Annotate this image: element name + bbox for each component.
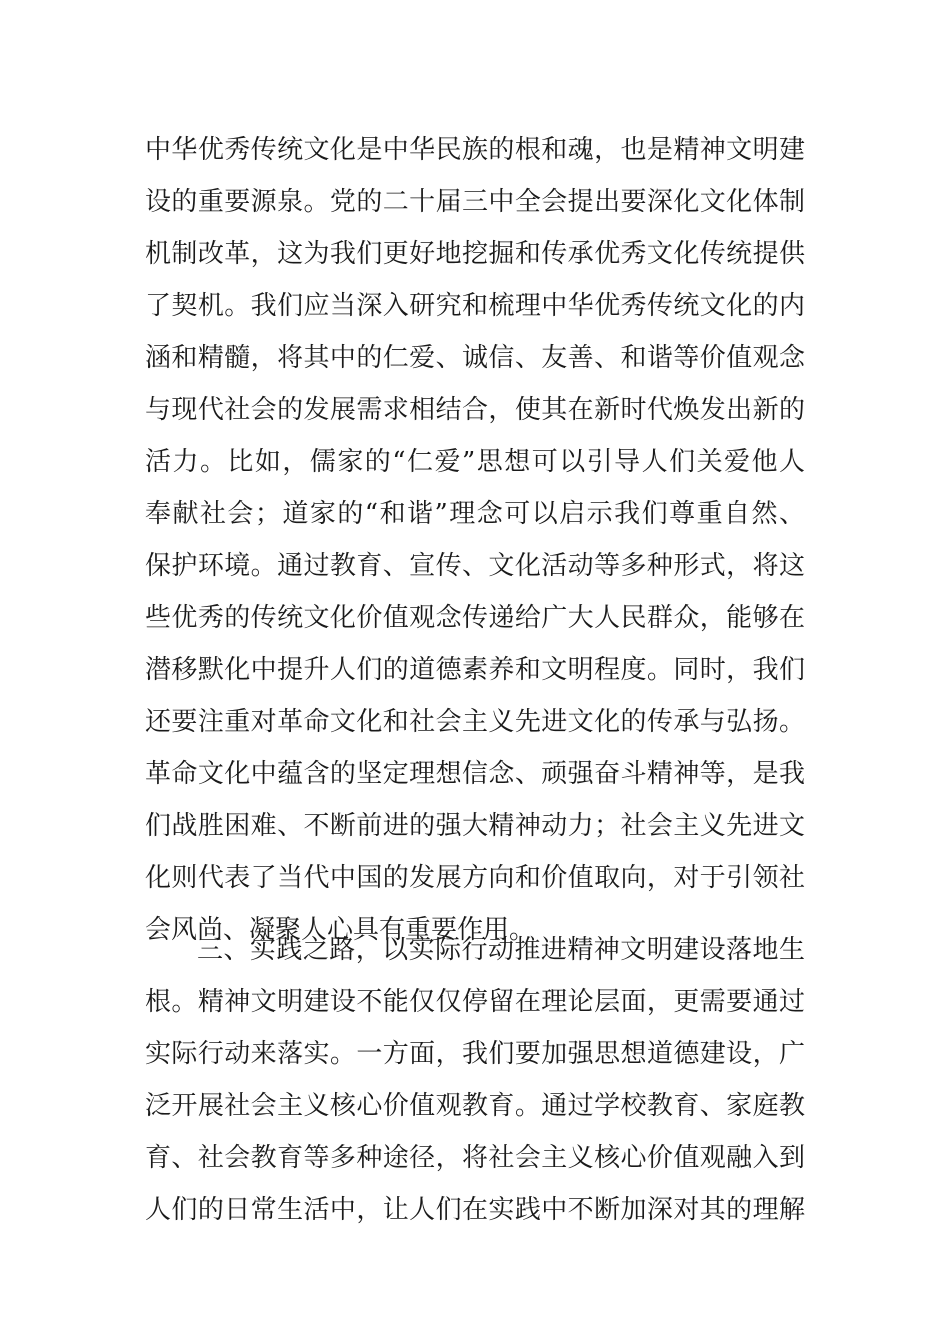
paragraph-line: 潜移默化中提升人们的道德素养和文明程度。同时，我们 bbox=[145, 655, 805, 685]
paragraph-line: 泛开展社会主义核心价值观教育。通过学校教育、家庭教 bbox=[145, 1091, 805, 1121]
paragraph-line: 化则代表了当代中国的发展方向和价值取向，对于引领社 bbox=[145, 863, 805, 893]
paragraph-line: 了契机。我们应当深入研究和梳理中华优秀传统文化的内 bbox=[145, 291, 805, 321]
paragraph-line: 会风尚、凝聚人心具有重要作用。 bbox=[145, 915, 536, 945]
paragraph-line: 涵和精髓，将其中的仁爱、诚信、友善、和谐等价值观念 bbox=[145, 343, 805, 373]
paragraph-line: 还要注重对革命文化和社会主义先进文化的传承与弘扬。 bbox=[145, 707, 805, 737]
paragraph-line: 保护环境。通过教育、宣传、文化活动等多种形式，将这 bbox=[145, 551, 805, 581]
paragraph-line: 们战胜困难、不断前进的强大精神动力；社会主义先进文 bbox=[145, 811, 805, 841]
paragraph-line: 活力。比如，儒家的“仁爱”思想可以引导人们关爱他人 bbox=[145, 447, 805, 477]
paragraph-cultural-heritage bbox=[145, 124, 805, 956]
paragraph-line: 人们的日常生活中，让人们在实践中不断加深对其的理解 bbox=[145, 1195, 805, 1225]
paragraph-line: 中华优秀传统文化是中华民族的根和魂，也是精神文明建 bbox=[145, 135, 805, 165]
paragraph-line: 与现代社会的发展需求相结合，使其在新时代焕发出新的 bbox=[145, 395, 805, 425]
paragraph-line: 设的重要源泉。党的二十届三中全会提出要深化文化体制 bbox=[145, 187, 805, 217]
paragraph-line: 实际行动来落实。一方面，我们要加强思想道德建设，广 bbox=[145, 1039, 805, 1069]
paragraph-line: 育、社会教育等多种途径，将社会主义核心价值观融入到 bbox=[145, 1143, 805, 1173]
paragraph-line: 奉献社会；道家的“和谐”理念可以启示我们尊重自然、 bbox=[145, 499, 805, 529]
paragraph-practice-path bbox=[145, 924, 805, 1236]
paragraph-line: 些优秀的传统文化价值观念传递给广大人民群众，能够在 bbox=[145, 603, 805, 633]
paragraph-line: 机制改革，这为我们更好地挖掘和传承优秀文化传统提供 bbox=[145, 239, 805, 269]
paragraph-line: 根。精神文明建设不能仅仅停留在理论层面，更需要通过 bbox=[145, 987, 805, 1017]
paragraph-line: 革命文化中蕴含的坚定理想信念、顽强奋斗精神等，是我 bbox=[145, 759, 805, 789]
section-heading-line: 三、实践之路，以实际行动推进精神文明建设落地生 bbox=[197, 935, 805, 965]
